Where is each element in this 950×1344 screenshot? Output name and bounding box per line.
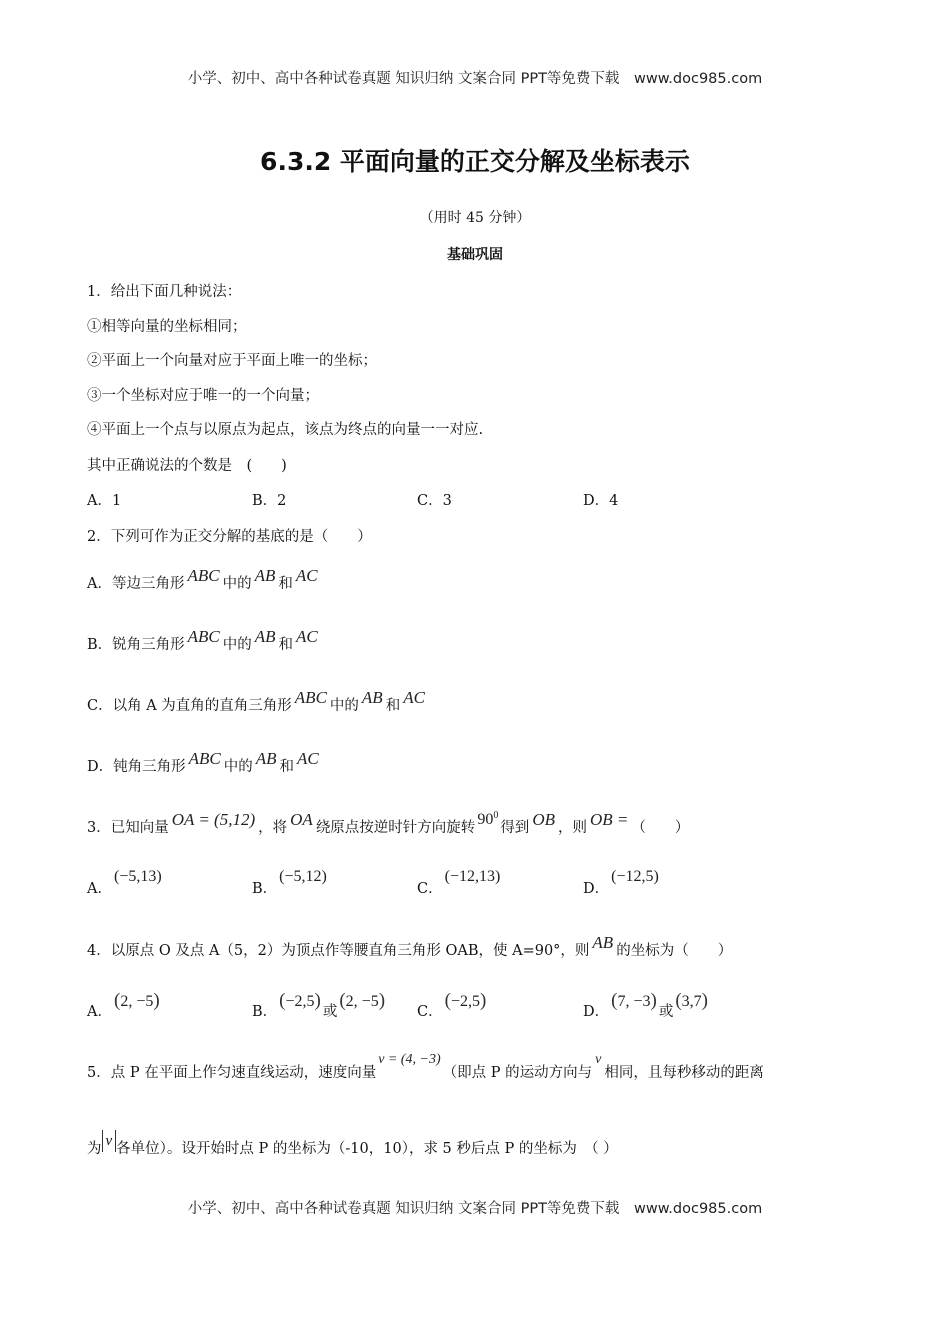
q4-option-c[interactable] bbox=[417, 990, 488, 1022]
q3-deg bbox=[475, 811, 500, 828]
duration-note: （用时 45 分钟） bbox=[419, 210, 531, 226]
q1-statement-2: ②平面上一个向量对应于平面上唯一的坐标； bbox=[87, 353, 377, 369]
footer-site[interactable]: www.doc985.com bbox=[634, 1201, 763, 1217]
q5-line2-pre: 为 bbox=[87, 1141, 102, 1157]
q2-c-zhong: 中的 bbox=[329, 698, 359, 714]
q3-pre: 3．已知向量 bbox=[87, 820, 169, 836]
q2-b-text: B．锐角三角形 bbox=[87, 637, 185, 653]
q5-mid: （即点 P 的运动方向与 bbox=[442, 1065, 593, 1081]
q1-option-d[interactable]: D．4 bbox=[583, 493, 619, 509]
q3-mid4: ，则 bbox=[557, 820, 587, 836]
q4-end: 的坐标为（ ） bbox=[616, 943, 733, 959]
q2-a-ac: AC bbox=[295, 566, 318, 585]
q5-v-eq: v = (4, −3) bbox=[378, 1052, 441, 1067]
q4-c-label: C． bbox=[417, 1004, 443, 1020]
q4-ab: AB bbox=[592, 933, 614, 952]
q3-option-d[interactable] bbox=[583, 868, 661, 898]
q4-b-inner2: 2, −5 bbox=[345, 993, 379, 1010]
q4-b-value1: (−2,5) bbox=[279, 990, 321, 1011]
q3-b-value: (−5,12) bbox=[279, 868, 327, 885]
q3-deg-val: 90 bbox=[477, 811, 494, 828]
q4-c-inner: −2,5 bbox=[450, 993, 480, 1010]
q2-a-text: A．等边三角形 bbox=[87, 576, 185, 592]
q3-end: （ ） bbox=[631, 820, 690, 836]
q5-end1: 相同，且每秒移动的距离 bbox=[604, 1065, 764, 1081]
q4-option-d[interactable] bbox=[583, 990, 710, 1022]
q3-d-label: D． bbox=[583, 881, 610, 897]
q5-line2-post: 各单位）。设开始时点 P 的坐标为（-10，10），求 5 秒后点 P 的坐标为 （ ） bbox=[116, 1141, 618, 1157]
q5-stem-line1 bbox=[87, 1052, 764, 1082]
q4-b-or: 或 bbox=[322, 1004, 338, 1020]
header-text: 小学、初中、高中各种试卷真题 知识归纳 文案合同 PPT等免费下载 bbox=[187, 71, 620, 87]
q4-d-value2: (3,7) bbox=[675, 990, 708, 1011]
q3-a-value: (−5,13) bbox=[113, 868, 162, 885]
q2-b-he: 和 bbox=[278, 637, 294, 653]
q2-a-zhong: 中的 bbox=[222, 576, 252, 592]
q2-option-d[interactable] bbox=[87, 749, 322, 776]
q2-d-abc: ABC bbox=[188, 749, 221, 768]
q3-d-value: (−12,5) bbox=[611, 868, 659, 885]
q3-stem bbox=[87, 810, 690, 837]
q3-c-label: C． bbox=[417, 881, 443, 897]
q2-a-he: 和 bbox=[278, 576, 293, 592]
q3-ob-eq: OB = bbox=[589, 810, 629, 829]
q1-statement-3: ③一个坐标对应于唯一的一个向量； bbox=[87, 388, 319, 404]
q3-b-label: B． bbox=[252, 881, 278, 897]
q2-b-zhong: 中的 bbox=[222, 637, 252, 653]
q2-d-zhong: 中的 bbox=[223, 759, 253, 775]
page-footer bbox=[0, 1197, 950, 1218]
q2-c-ab: AB bbox=[361, 688, 383, 707]
q2-d-ab: AB bbox=[255, 749, 277, 768]
q3-mid1: ，将 bbox=[258, 820, 288, 836]
q2-a-abc: ABC bbox=[187, 566, 220, 585]
q2-b-ac: AC bbox=[296, 627, 318, 646]
q1-option-a[interactable]: A．1 bbox=[87, 493, 122, 509]
q3-c-value: (−12,13) bbox=[444, 868, 501, 885]
q2-option-c[interactable] bbox=[87, 688, 428, 715]
q2-b-abc: ABC bbox=[187, 627, 220, 646]
q2-option-a[interactable] bbox=[87, 566, 321, 593]
q3-ob: OB bbox=[532, 810, 555, 829]
q4-b-inner1: −2,5 bbox=[285, 993, 315, 1010]
q4-d-inner2: 3,7 bbox=[681, 993, 702, 1010]
q1-statement-1: ①相等向量的坐标相同； bbox=[87, 319, 247, 335]
q5-v: v bbox=[595, 1052, 602, 1067]
q1-stem: 1．给出下面几种说法： bbox=[87, 284, 242, 300]
q2-b-ab: AB bbox=[254, 627, 276, 646]
q2-a-ab: AB bbox=[254, 566, 276, 585]
q4-a-value: (2, −5) bbox=[113, 990, 160, 1011]
q5-stem-line2 bbox=[87, 1133, 618, 1160]
q2-c-he: 和 bbox=[385, 698, 401, 714]
q1-option-c[interactable]: C．3 bbox=[417, 493, 452, 509]
page-header bbox=[0, 67, 950, 88]
q3-option-a[interactable] bbox=[87, 868, 164, 898]
footer-text: 小学、初中、高中各种试卷真题 知识归纳 文案合同 PPT等免费下载 bbox=[187, 1201, 620, 1217]
q1-question: 其中正确说法的个数是 ( ) bbox=[87, 458, 287, 474]
section-heading: 基础巩固 bbox=[447, 247, 503, 263]
q4-c-value: (−2,5) bbox=[444, 990, 487, 1011]
q3-option-c[interactable] bbox=[417, 868, 502, 898]
q1-statement-4: ④平面上一个点与以原点为起点，该点为终点的向量一一对应. bbox=[87, 422, 484, 438]
q5-pre: 5．点 P 在平面上作匀速直线运动，速度向量 bbox=[87, 1065, 377, 1081]
q4-option-b[interactable] bbox=[252, 990, 387, 1022]
q3-mid3: 得到 bbox=[500, 820, 530, 836]
q4-option-a[interactable] bbox=[87, 990, 162, 1022]
q4-d-or: 或 bbox=[658, 1004, 674, 1020]
q4-b-value2: (2, −5) bbox=[339, 990, 386, 1011]
q4-d-inner1: 7, −3 bbox=[617, 993, 651, 1010]
q2-stem: 2．下列可作为正交分解的基底的是（ ） bbox=[87, 529, 372, 545]
q4-d-label: D． bbox=[583, 1004, 610, 1020]
q3-a-label: A． bbox=[87, 881, 112, 897]
q3-oa-eq: OA = (5,12) bbox=[171, 810, 256, 829]
q2-c-ac: AC bbox=[403, 688, 425, 707]
q3-deg-sup: 0 bbox=[493, 810, 499, 821]
q2-d-ac: AC bbox=[297, 749, 319, 768]
q4-a-inner: 2, −5 bbox=[120, 993, 154, 1010]
q4-pre: 4．以原点 O 及点 A（5，2）为顶点作等腰直角三角形 OAB，使 A=90°，则 bbox=[87, 943, 590, 959]
q2-c-abc: ABC bbox=[294, 688, 327, 707]
q2-d-he: 和 bbox=[279, 759, 295, 775]
q2-option-b[interactable] bbox=[87, 627, 321, 654]
q3-oa: OA bbox=[290, 810, 313, 829]
q2-c-text: C．以角 A 为直角的直角三角形 bbox=[87, 698, 292, 714]
q4-a-label: A． bbox=[87, 1004, 112, 1020]
q4-d-value1: (7, −3) bbox=[611, 990, 657, 1011]
q3-mid2: 绕原点按逆时针方向旋转 bbox=[315, 820, 476, 836]
page-title: 6.3.2 平面向量的正交分解及坐标表示 bbox=[260, 147, 690, 176]
q1-option-b[interactable]: B．2 bbox=[252, 493, 287, 509]
q3-option-b[interactable] bbox=[252, 868, 329, 898]
q4-b-label: B． bbox=[252, 1004, 278, 1020]
q5-abs-v: v bbox=[102, 1130, 117, 1152]
header-site[interactable]: www.doc985.com bbox=[634, 71, 763, 87]
q2-d-text: D．钝角三角形 bbox=[87, 759, 186, 775]
q4-stem bbox=[87, 933, 733, 960]
